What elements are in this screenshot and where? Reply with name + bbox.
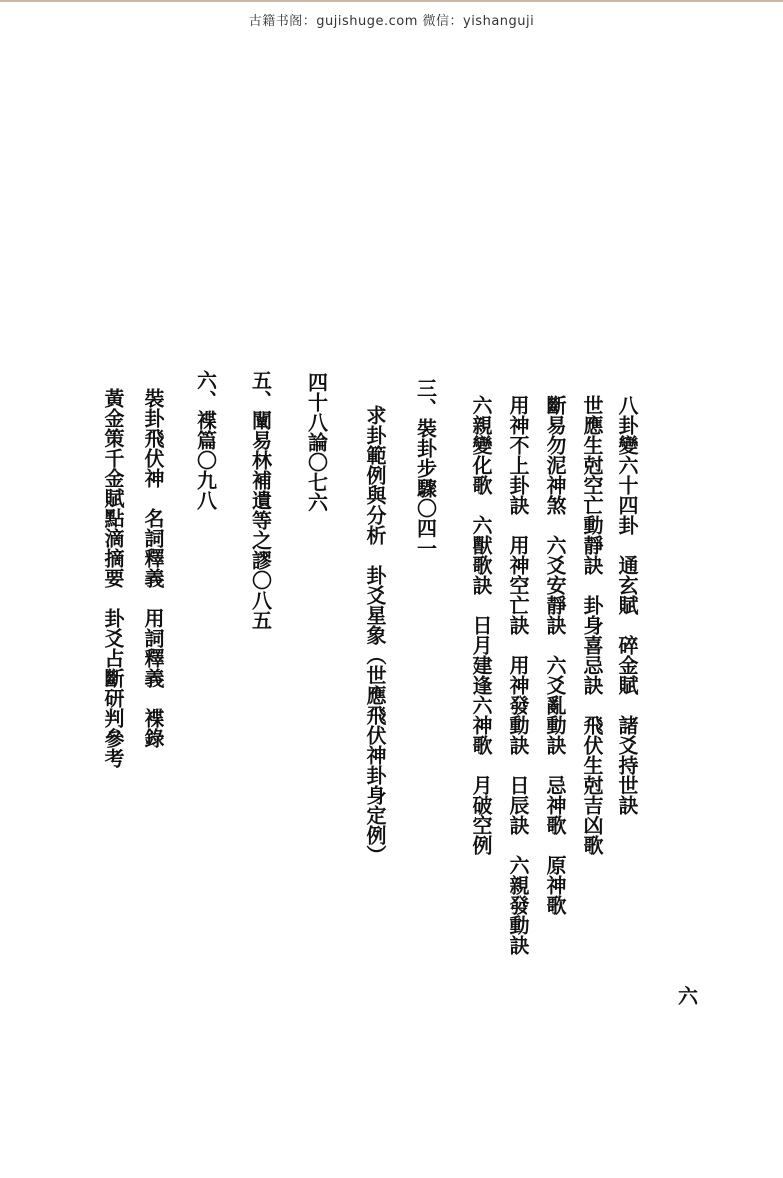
toc-entry-title: 五、闡易林補遺等之謬: [248, 370, 273, 570]
toc-entry-page: 〇九八: [193, 450, 218, 510]
toc-line: 用神不上卦訣 用神空亡訣 用神發動訣 日辰訣 六親發動訣: [506, 395, 530, 955]
toc-entry-title: 六、褋篇: [193, 370, 218, 450]
toc-entry[interactable]: [245, 370, 276, 1058]
toc-entry[interactable]: [190, 370, 221, 1058]
toc-line: 八卦變六十四卦 通玄賦 碎金賦 諸爻持世訣: [615, 395, 639, 815]
toc-entry[interactable]: [410, 378, 441, 1058]
toc-line: 裝卦飛伏神 名詞釋義 用詞釋義 褋錄: [141, 388, 165, 748]
toc-entry-page: 〇七六: [304, 452, 329, 512]
toc-entry-page: 〇四一: [413, 498, 438, 558]
toc-line: 六親變化歌 六獸歌訣 日月建逢六神歌 月破空例: [469, 395, 493, 855]
page-number: 六: [678, 984, 698, 1008]
toc-line: 求卦範例與分析 卦爻星象（世應飛伏神卦身定例）: [363, 405, 387, 865]
toc-line: 斷易勿泥神煞 六爻安靜訣 六爻亂動訣 忌神歌 原神歌: [543, 395, 567, 915]
toc-entry-page: 〇八五: [248, 570, 273, 630]
toc-entry-title: 三、裝卦步驟: [413, 378, 438, 498]
toc-entry-title: 四十八論: [304, 372, 329, 452]
toc-entry[interactable]: [301, 372, 332, 1058]
top-rule: [0, 0, 783, 2]
toc-line: 黃金策千金賦點滴摘要 卦爻占斷研判參考: [101, 388, 125, 768]
watermark: 古籍书阁：gujishuge.com 微信：yishanguji: [248, 14, 535, 29]
toc-line: 世應生尅空亡動靜訣 卦身喜忌訣 飛伏生尅吉凶歌: [580, 395, 604, 855]
